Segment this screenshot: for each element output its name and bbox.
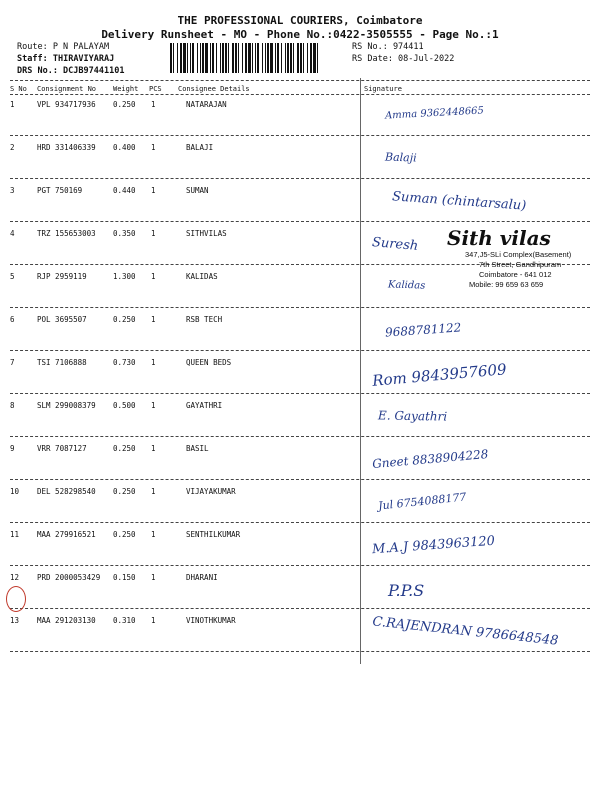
row-pcs: 1 <box>151 358 156 367</box>
row-consignee: SENTHILKUMAR <box>186 530 241 539</box>
row-sno: 2 <box>10 143 15 152</box>
barcode-bar <box>277 43 279 73</box>
row-sno: 3 <box>10 186 15 195</box>
barcode-bar <box>275 43 276 73</box>
table-row <box>10 530 590 573</box>
signature-handwriting: Balaji <box>384 150 417 165</box>
row-sno: 6 <box>10 315 15 324</box>
rs-number: RS No.: 974411 <box>352 42 424 52</box>
col-sno: S No <box>10 85 27 93</box>
signature-handwriting: C.RAJENDRAN 9786648548 <box>371 614 559 649</box>
table-row <box>10 487 590 530</box>
barcode-bar <box>202 43 204 73</box>
row-weight: 0.440 <box>113 186 136 195</box>
stamp-name: Sith vilas <box>447 226 551 250</box>
stamp-mobile: Mobile: 99 659 63 659 <box>469 280 544 289</box>
signature-handwriting: P.P.S <box>388 581 425 600</box>
row-consignee: KALIDAS <box>186 272 218 281</box>
row-consignment: PGT 750169 <box>37 186 83 195</box>
row-pcs: 1 <box>151 186 156 195</box>
barcode-bar <box>192 43 194 73</box>
barcode-bar <box>205 43 208 73</box>
row-consignee: QUEEN BEDS <box>186 358 232 367</box>
signature-handwriting: 9688781122 <box>384 320 462 340</box>
staff-row <box>17 54 114 64</box>
row-pcs: 1 <box>151 573 156 582</box>
barcode-bar <box>228 43 229 73</box>
row-sno: 7 <box>10 358 15 367</box>
row-consignment: RJP 2959119 <box>37 272 87 281</box>
table-row <box>10 401 590 444</box>
row-consignment: VRR 7087127 <box>37 444 87 453</box>
row-consignment: PRD 2000053429 <box>37 573 101 582</box>
signature-handwriting: M.A.J 9843963120 <box>371 533 496 558</box>
barcode-bar <box>297 43 299 73</box>
row-consignment: TRZ 155653003 <box>37 229 96 238</box>
row-consignment: HRD 331406339 <box>37 143 96 152</box>
barcode-bar <box>190 43 191 73</box>
row-sno: 10 <box>10 487 20 496</box>
row-weight: 0.500 <box>113 401 136 410</box>
row-consignment: VPL 934717936 <box>37 100 96 109</box>
row-weight: 0.250 <box>113 444 136 453</box>
row-divider <box>10 135 590 136</box>
barcode-bar <box>212 43 214 73</box>
row-pcs: 1 <box>151 100 156 109</box>
col-weight: Weight <box>113 85 139 93</box>
barcode-bar <box>285 43 286 73</box>
signature-handwriting: E. Gayathri <box>377 408 448 424</box>
barcode-bar <box>232 43 234 73</box>
staff-label: Staff: <box>17 54 48 64</box>
row-consignment: TSI 7106888 <box>37 358 87 367</box>
stamp-address-3: Coimbatore - 641 012 <box>479 270 552 279</box>
table-row <box>10 143 590 186</box>
barcode-bar <box>180 43 182 73</box>
signature-handwriting: Jul 6754088177 <box>377 490 467 513</box>
row-divider <box>10 221 590 222</box>
stamp-address-1: 347,J5-SLi Complex(Basement) <box>465 250 572 259</box>
barcode-bar <box>290 43 292 73</box>
row-divider <box>10 393 590 394</box>
barcode-bar <box>225 43 227 73</box>
row-weight: 0.250 <box>113 315 136 324</box>
barcode-bar <box>183 43 186 73</box>
barcode-bar <box>242 43 243 73</box>
row-consignee: GAYATHRI <box>186 401 223 410</box>
row-sno: 1 <box>10 100 15 109</box>
row-sno: 8 <box>10 401 15 410</box>
row-divider <box>10 436 590 437</box>
barcode <box>170 43 320 73</box>
row-weight: 0.150 <box>113 573 136 582</box>
row-consignment: POL 3695507 <box>37 315 87 324</box>
row-pcs: 1 <box>151 530 156 539</box>
barcode-bar <box>200 43 201 73</box>
table-row <box>10 100 590 143</box>
row-divider <box>10 522 590 523</box>
barcode-bar <box>245 43 247 73</box>
barcode-bar <box>177 43 178 73</box>
row-consignee: BALAJI <box>186 143 214 152</box>
barcode-bar <box>197 43 198 73</box>
barcode-bar <box>281 43 282 73</box>
row-weight: 0.350 <box>113 229 136 238</box>
row-pcs: 1 <box>151 616 156 625</box>
row-divider <box>10 651 590 652</box>
barcode-bar <box>170 43 172 73</box>
runsheet-subtitle: Delivery Runsheet - MO - Phone No.:0422-3505555 - Page No.:1 <box>101 28 499 41</box>
signature-handwriting: Kalidas <box>387 279 426 292</box>
row-divider <box>10 178 590 179</box>
barcode-bar <box>303 43 304 73</box>
header-rule <box>10 94 590 95</box>
barcode-bar <box>300 43 302 73</box>
row-divider <box>10 565 590 566</box>
rs-date: RS Date: 08-Jul-2022 <box>352 54 455 64</box>
signature-handwriting: Suresh <box>371 235 419 254</box>
row-divider <box>10 307 590 308</box>
pen-circle-mark <box>6 586 26 612</box>
route-label: Route: P N PALAYAM <box>17 42 110 52</box>
signature-handwriting: Gneet 8838904228 <box>371 446 489 472</box>
row-weight: 0.730 <box>113 358 136 367</box>
row-pcs: 1 <box>151 487 156 496</box>
row-sno: 9 <box>10 444 15 453</box>
row-weight: 0.250 <box>113 487 136 496</box>
row-consignee: NATARAJAN <box>186 100 227 109</box>
row-weight: 0.250 <box>113 100 136 109</box>
row-weight: 0.310 <box>113 616 136 625</box>
barcode-bar <box>310 43 312 73</box>
row-pcs: 1 <box>151 143 156 152</box>
barcode-bar <box>235 43 237 73</box>
barcode-bar <box>187 43 188 73</box>
barcode-bar <box>252 43 253 73</box>
barcode-bar <box>307 43 308 73</box>
barcode-bar <box>287 43 289 73</box>
row-consignee: VIJAYAKUMAR <box>186 487 236 496</box>
row-pcs: 1 <box>151 272 156 281</box>
barcode-bar <box>220 43 221 73</box>
row-consignment: MAA 279916521 <box>37 530 96 539</box>
row-consignment: SLM 299008379 <box>37 401 96 410</box>
barcode-bar <box>238 43 239 73</box>
table-row <box>10 573 590 616</box>
row-divider <box>10 350 590 351</box>
barcode-bar <box>210 43 211 73</box>
col-consignee: Consignee Details <box>178 85 250 93</box>
barcode-bar <box>255 43 256 73</box>
row-consignee: SITHVILAS <box>186 229 227 238</box>
row-pcs: 1 <box>151 229 156 238</box>
table-row <box>10 444 590 487</box>
row-sno: 5 <box>10 272 15 281</box>
barcode-bar <box>265 43 266 73</box>
row-consignment: DEL 528298540 <box>37 487 96 496</box>
barcode-bar <box>257 43 259 73</box>
signature-handwriting: Rom 9843957609 <box>371 360 508 390</box>
row-consignee: RSB TECH <box>186 315 223 324</box>
row-consignee: BASIL <box>186 444 209 453</box>
table-row <box>10 315 590 358</box>
stamp-address-2: 7th Street, Gandhipuram <box>479 260 562 269</box>
row-divider <box>10 608 590 609</box>
barcode-bar <box>222 43 224 73</box>
row-consignment: MAA 291203130 <box>37 616 96 625</box>
signature-handwriting: Amma 9362448665 <box>384 105 485 122</box>
col-consignment: Consignment No <box>37 85 97 93</box>
row-pcs: 1 <box>151 401 156 410</box>
barcode-bar <box>216 43 217 73</box>
barcode-bar <box>293 43 294 73</box>
row-sno: 13 <box>10 616 20 625</box>
row-sno: 4 <box>10 229 15 238</box>
barcode-bar <box>262 43 263 73</box>
row-weight: 1.300 <box>113 272 136 281</box>
row-sno: 11 <box>10 530 20 539</box>
table-top-rule <box>10 80 590 81</box>
barcode-bar <box>270 43 273 73</box>
col-signature: Signature <box>364 85 402 93</box>
row-divider <box>10 479 590 480</box>
row-pcs: 1 <box>151 315 156 324</box>
col-pcs: PCS <box>149 85 162 93</box>
signature-handwriting: Suman (chintarsalu) <box>391 189 527 214</box>
runsheet-title: THE PROFESSIONAL COURIERS, Coimbatore <box>177 14 423 27</box>
row-consignee: VINOTHKUMAR <box>186 616 236 625</box>
row-sno: 12 <box>10 573 20 582</box>
barcode-bar <box>173 43 174 73</box>
row-weight: 0.400 <box>113 143 136 152</box>
barcode-bar <box>248 43 251 73</box>
row-consignee: SUMAN <box>186 186 209 195</box>
row-consignee: DHARANI <box>186 573 218 582</box>
staff-name: THIRAVIYARAJ <box>52 54 115 64</box>
barcode-bar <box>313 43 316 73</box>
row-pcs: 1 <box>151 444 156 453</box>
drs-number: DRS No.: DCJB97441101 <box>17 66 125 76</box>
barcode-bar <box>317 43 318 73</box>
row-weight: 0.250 <box>113 530 136 539</box>
barcode-bar <box>267 43 269 73</box>
company-stamp <box>447 226 587 290</box>
